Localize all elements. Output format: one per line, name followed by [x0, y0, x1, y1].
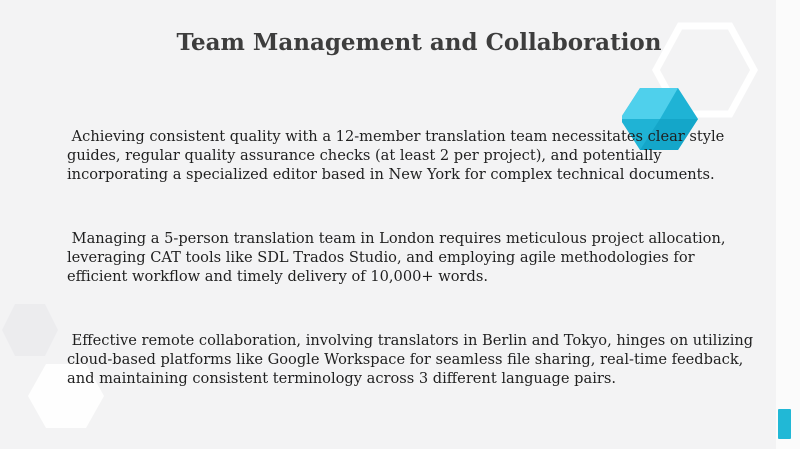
paragraph-quality: Achieving consistent quality with a 12-member translation team necessitates clear style guides, regular quality assurance checks (at least 2 per project), and potentially incorporating a specialized editor based in New York for complex technical documents. — [67, 128, 729, 183]
hexagon-faint-icon — [0, 300, 60, 360]
paragraph-remote-collaboration: Effective remote collaboration, involving translators in Berlin and Tokyo, hinges on utilizing cloud-based platforms like Google Workspace for seamless file sharing, real-time feedback, and maintaining consistent terminology across 3 different language pairs. — [67, 332, 758, 387]
scrollbar-track[interactable] — [776, 0, 800, 449]
slide-title: Team Management and Collaboration — [176, 29, 662, 56]
paragraph-management: Managing a 5-person translation team in London requires meticulous project allocation, leveraging CAT tools like SDL Trados Studio, and employing agile methodologies for efficient workflow and timely delivery of 10,000+ words. — [67, 230, 731, 285]
scroll-accent-bar[interactable] — [778, 409, 791, 439]
